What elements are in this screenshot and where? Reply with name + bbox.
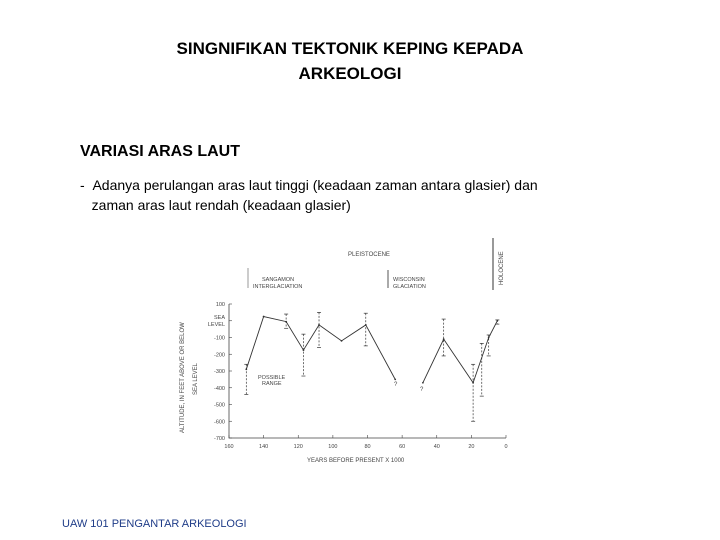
x-tick-label: 0 — [504, 444, 508, 450]
y-tick-label: -300 — [213, 369, 225, 375]
title-line-2: ARKEOLOGI — [298, 64, 402, 83]
y-tick-label: -700 — [213, 436, 225, 442]
bullet-marker: - — [80, 177, 85, 193]
series-line-segment-1 — [246, 317, 395, 380]
holocene-label: HOLOCENE — [499, 251, 505, 285]
wisconsin-label: WISCONSIN — [393, 277, 425, 283]
title-line-1: SINGNIFIKAN TEKTONIK KEPING KEPADA — [176, 39, 524, 58]
y-tick-label: -600 — [213, 419, 225, 426]
y-tick-label: -200 — [213, 352, 225, 359]
data-point — [394, 378, 396, 380]
x-tick-label: 140 — [259, 444, 269, 450]
y-axis-label-1: ALTITUDE, IN FEET ABOVE OR BELOW — [180, 322, 186, 433]
data-point — [422, 382, 424, 384]
y-tick-label: -500 — [213, 402, 225, 409]
bullet-line-1: Adanya perulangan aras laut tinggi (keadaan zaman antara glasier) dan — [92, 177, 538, 193]
glaciation-label: GLACIATION — [393, 284, 426, 290]
series-line-segment-2 — [423, 321, 497, 383]
data-point — [263, 316, 265, 318]
y-axis-label-2: SEA LEVEL — [193, 362, 199, 395]
x-tick-label: 100 — [328, 444, 338, 450]
question-mark-2: ? — [420, 387, 424, 393]
range-label: RANGE — [262, 381, 282, 387]
interglaciation-label: INTERGLACIATION — [253, 284, 303, 290]
question-mark-1: ? — [394, 382, 398, 388]
section-heading: VARIASI ARAS LAUT — [80, 143, 240, 160]
footer-text: UAW 101 PENGANTAR ARKEOLOGI — [62, 518, 247, 530]
x-tick-label: 120 — [293, 444, 303, 450]
sangamon-label: SANGAMON — [262, 277, 295, 283]
axes — [229, 304, 506, 438]
bullet-line-2: zaman aras laut rendah (keadaan glasier) — [91, 197, 351, 213]
x-tick-label: 40 — [433, 444, 440, 450]
x-tick-label: 60 — [399, 444, 406, 450]
x-tick-label: 80 — [364, 444, 371, 450]
x-tick-label: 160 — [224, 444, 234, 450]
x-tick-label: 20 — [468, 444, 475, 450]
y-tick-label: -400 — [213, 385, 225, 392]
y-tick-label: LEVEL — [207, 321, 225, 328]
y-tick-label: 100 — [215, 302, 225, 308]
pleistocene-label: PLEISTOCENE — [348, 252, 390, 258]
y-tick-label: SEA — [213, 314, 225, 321]
y-tick-label: -100 — [213, 335, 225, 342]
possible-range-label: POSSIBLE — [258, 375, 286, 381]
data-point — [341, 340, 343, 342]
x-axis-label: YEARS BEFORE PRESENT X 1000 — [307, 458, 405, 464]
